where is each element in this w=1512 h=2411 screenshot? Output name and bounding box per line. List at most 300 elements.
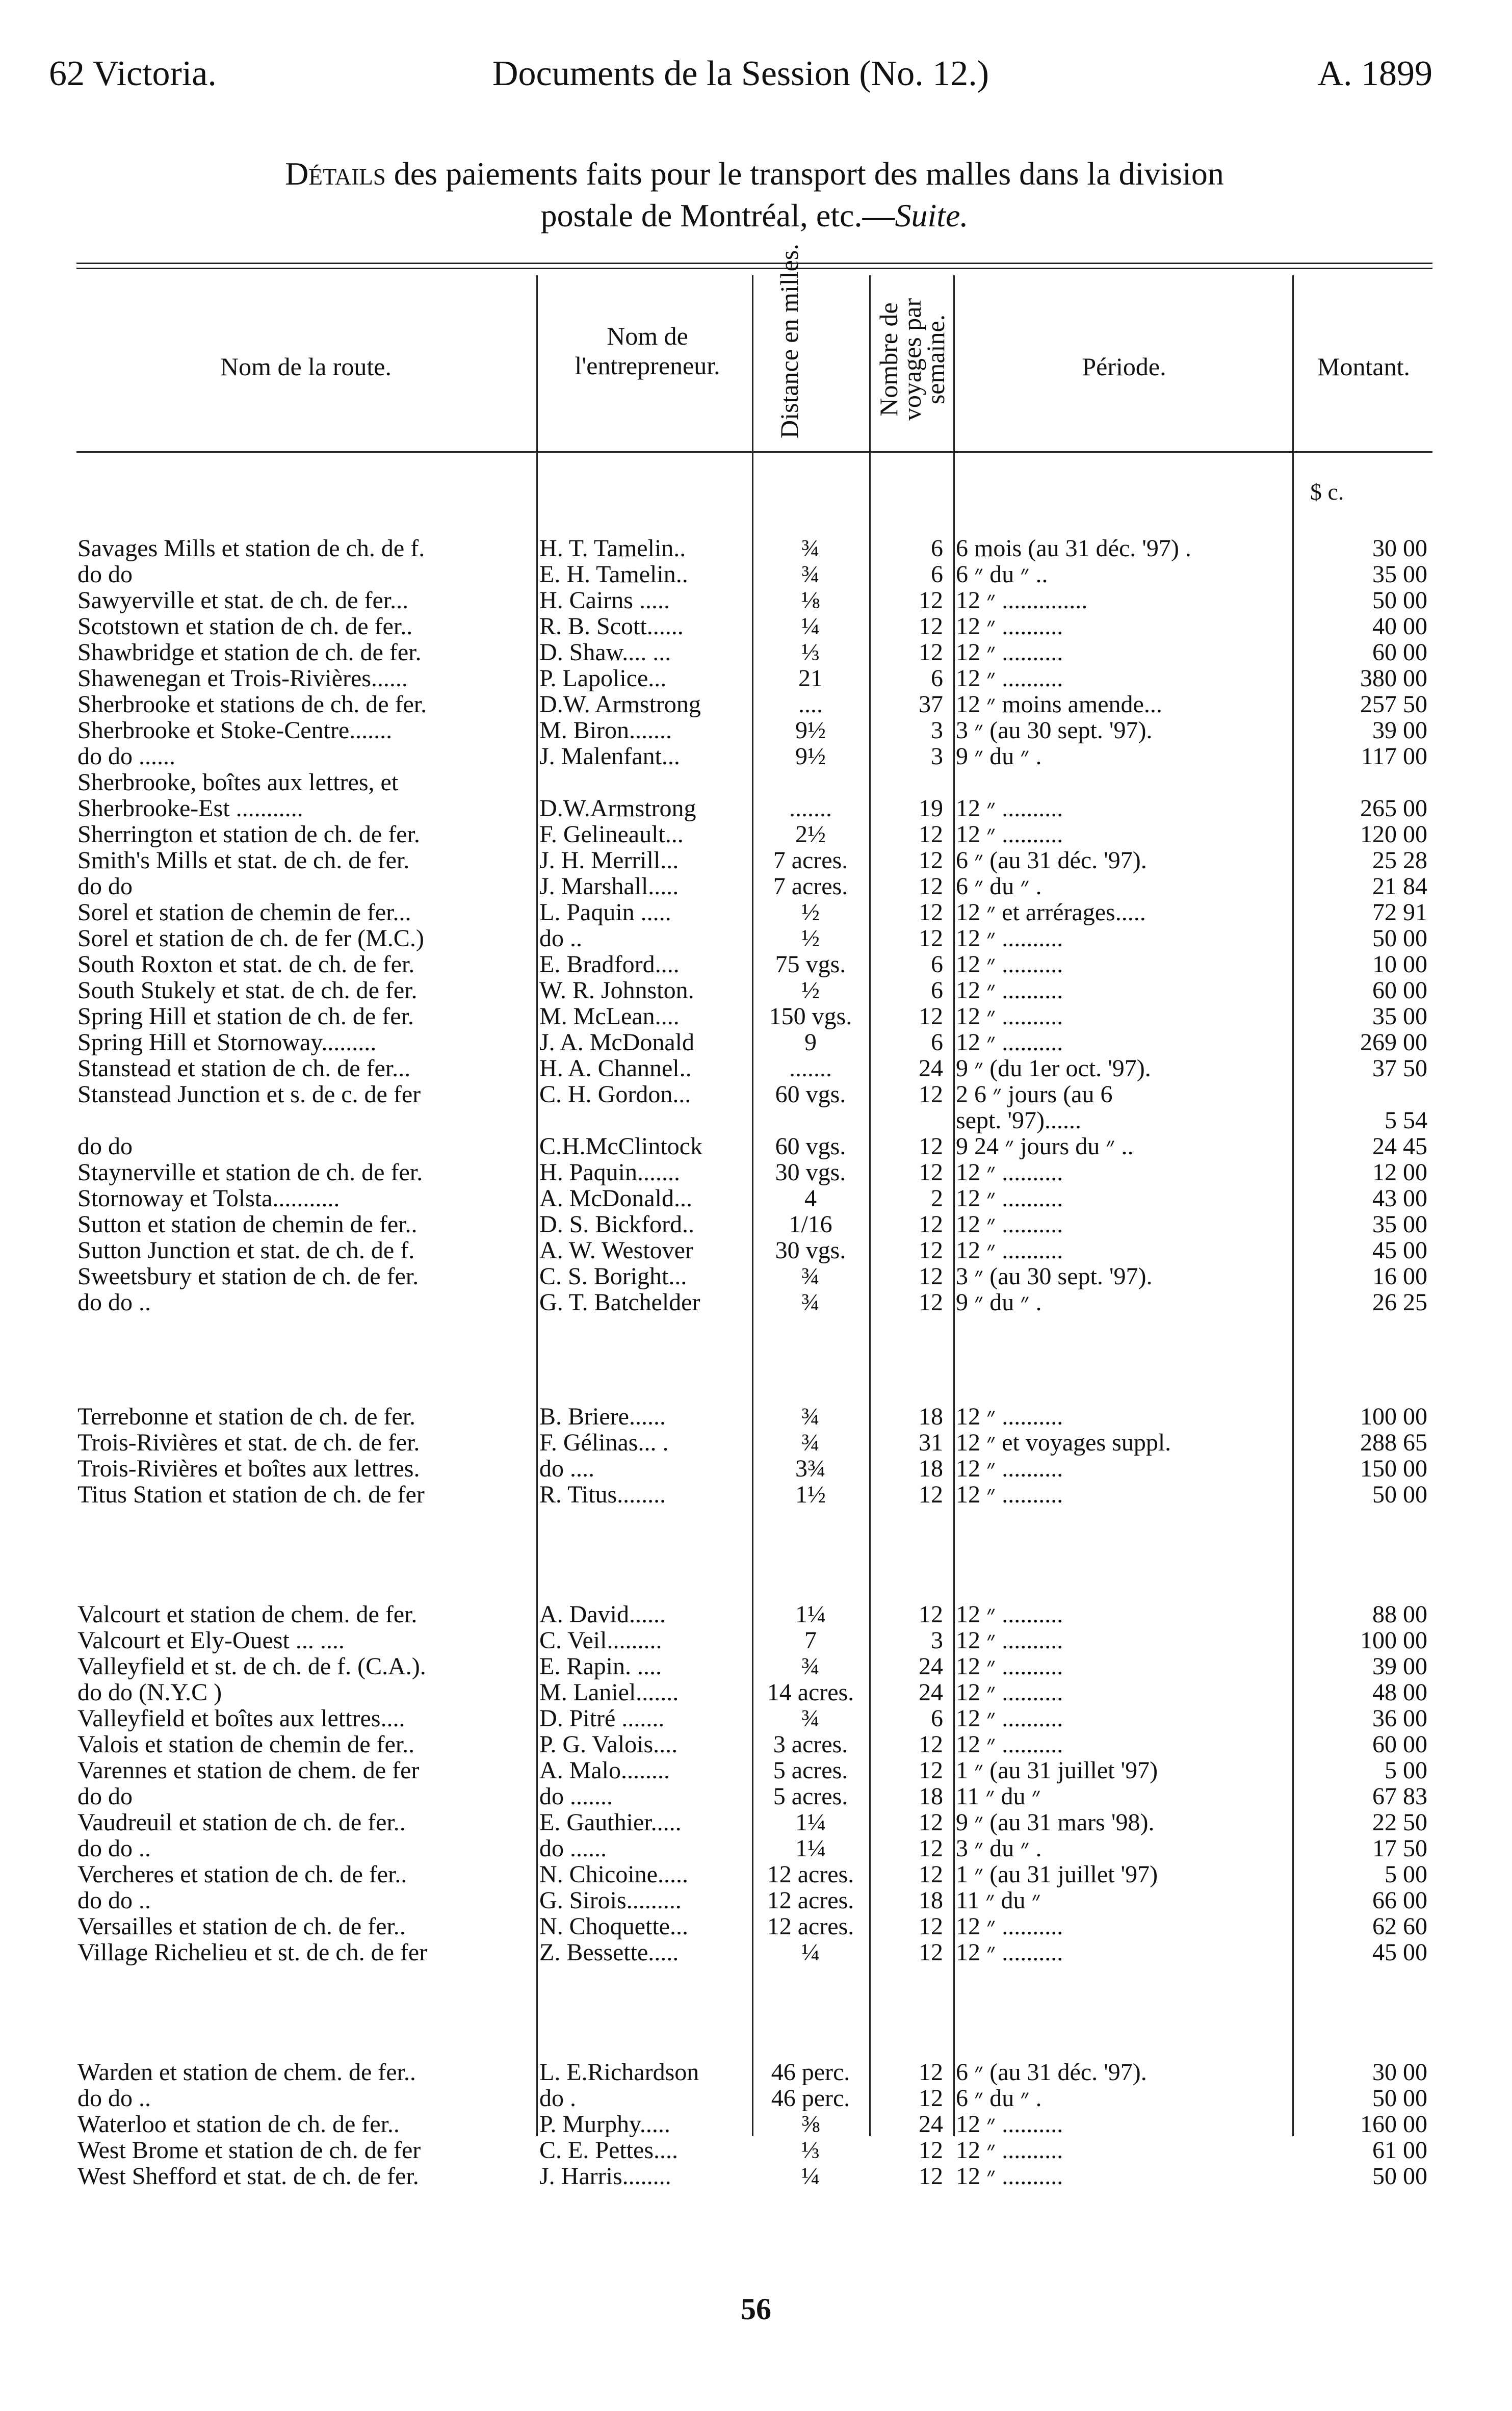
row-period: 1 ״ (au 31 juillet '97) <box>956 1861 1158 1887</box>
table-row <box>0 1809 1512 1835</box>
row-contractor: E. Bradford.... <box>539 951 680 977</box>
title-lead: Détails <box>285 155 386 192</box>
row-voyages: 12 <box>919 1913 943 1940</box>
row-distance: 9½ <box>795 743 826 770</box>
row-route: Sawyerville et stat. de ch. de fer... <box>77 587 409 613</box>
row-voyages: 12 <box>919 2137 943 2164</box>
table-row <box>0 977 1512 1003</box>
row-period: 3 ״ (au 30 sept. '97). <box>956 1263 1153 1289</box>
row-distance: ½ <box>801 899 820 926</box>
col-head-distance: Distance en milles. <box>775 244 803 438</box>
row-distance: ¾ <box>801 535 820 562</box>
row-period: 6 ״ (au 31 déc. '97). <box>956 847 1147 873</box>
row-amount: 61 00 <box>1372 2137 1427 2164</box>
row-period: 12 ״ .......... <box>956 1679 1063 1705</box>
row-amount: 288 65 <box>1360 1429 1427 1456</box>
row-route: Warden et station de chem. de fer.. <box>77 2059 416 2085</box>
row-distance: 4 <box>804 1185 817 1212</box>
row-route: Sherbrooke et Stoke-Centre....... <box>77 717 393 743</box>
row-contractor: A. W. Westover <box>539 1237 693 1263</box>
table-row <box>0 1289 1512 1315</box>
row-period: sept. '97)...... <box>956 1107 1081 1133</box>
row-voyages: 37 <box>919 691 943 718</box>
row-route: Stanstead Junction et s. de c. de fer <box>77 1081 421 1107</box>
row-period: 12 ״ .......... <box>956 1731 1063 1757</box>
row-distance: ½ <box>801 925 820 952</box>
row-amount: 17 50 <box>1372 1835 1427 1862</box>
row-period: 6 mois (au 31 déc. '97) . <box>956 535 1191 561</box>
row-contractor: C. S. Boright... <box>539 1263 687 1289</box>
table-row <box>0 1601 1512 1627</box>
row-amount: 5 00 <box>1385 1861 1427 1888</box>
table-row <box>0 1133 1512 1159</box>
row-route: Savages Mills et station de ch. de f. <box>77 535 425 561</box>
row-contractor: D.W. Armstrong <box>539 691 701 717</box>
row-voyages: 12 <box>919 1081 943 1108</box>
row-contractor: E. Rapin. .... <box>539 1653 662 1679</box>
amount-units: $ c. <box>1310 479 1344 505</box>
row-distance: 60 vgs. <box>775 1081 846 1108</box>
row-route: Varennes et station de chem. de fer <box>77 1757 420 1783</box>
row-amount: 30 00 <box>1372 2059 1427 2086</box>
header-documents: Documents de la Session (No. 12.) <box>492 54 989 93</box>
table-row <box>0 1913 1512 1939</box>
row-period: 9 ״ (du 1er oct. '97). <box>956 1055 1151 1081</box>
row-voyages: 24 <box>919 1679 943 1706</box>
row-distance: ....... <box>789 1055 832 1082</box>
row-period: 9 ״ du ״ . <box>956 1289 1042 1315</box>
row-contractor: C. H. Gordon... <box>539 1081 691 1107</box>
table-row <box>0 1705 1512 1731</box>
row-distance: 7 acres. <box>773 847 848 874</box>
table-top-rule-2 <box>76 268 1432 269</box>
table-row <box>0 1939 1512 1965</box>
row-contractor: H. A. Channel.. <box>539 1055 692 1081</box>
row-period: 12 ״ .......... <box>956 1627 1063 1653</box>
row-distance: 12 acres. <box>767 1913 854 1940</box>
table-row <box>0 1237 1512 1263</box>
row-amount: 37 50 <box>1372 1055 1427 1082</box>
table-row <box>0 613 1512 639</box>
row-distance: 1¼ <box>795 1601 826 1628</box>
row-amount: 39 00 <box>1372 1653 1427 1680</box>
row-period: 12 ״ .......... <box>956 2163 1063 2189</box>
row-amount: 67 83 <box>1372 1783 1427 1810</box>
row-distance: 1¼ <box>795 1835 826 1862</box>
row-distance: ¾ <box>801 1429 820 1456</box>
row-contractor: A. Malo........ <box>539 1757 670 1783</box>
table-row <box>0 1185 1512 1211</box>
row-period: 9 ״ (au 31 mars '98). <box>956 1809 1155 1835</box>
table-row <box>0 1731 1512 1757</box>
row-period: 9 ״ du ״ . <box>956 743 1042 769</box>
row-route: do do <box>77 1133 133 1159</box>
row-voyages: 12 <box>919 873 943 900</box>
row-route: do do .. <box>77 1835 151 1861</box>
row-voyages: 12 <box>919 1809 943 1836</box>
row-voyages: 12 <box>919 925 943 952</box>
row-amount: 120 00 <box>1360 821 1427 848</box>
row-contractor: W. R. Johnston. <box>539 977 694 1003</box>
row-voyages: 12 <box>919 1731 943 1758</box>
row-route: Sherrington et station de ch. de fer. <box>77 821 420 847</box>
row-voyages: 6 <box>931 977 943 1004</box>
row-voyages: 12 <box>919 1237 943 1264</box>
row-distance: ....... <box>789 795 832 822</box>
row-contractor: D. Pitré ....... <box>539 1705 665 1731</box>
row-route: do do (N.Y.C ) <box>77 1679 222 1705</box>
row-contractor: M. McLean.... <box>539 1003 680 1029</box>
title-line2: postale de Montréal, etc.— <box>540 197 895 234</box>
row-route: Trois-Rivières et boîtes aux lettres. <box>77 1456 420 1482</box>
row-period: 12 ״ .......... <box>956 1237 1063 1263</box>
row-voyages: 12 <box>919 2163 943 2190</box>
table-row <box>0 769 1512 795</box>
row-voyages: 12 <box>919 1211 943 1238</box>
row-contractor: M. Biron....... <box>539 717 672 743</box>
row-voyages: 12 <box>919 2085 943 2112</box>
row-distance: 21 <box>798 665 823 692</box>
header-year: A. 1899 <box>1317 54 1432 93</box>
row-period: 12 ״ .......... <box>956 1601 1063 1627</box>
row-route: Trois-Rivières et stat. de ch. de fer. <box>77 1430 420 1456</box>
row-amount: 265 00 <box>1360 795 1427 822</box>
row-amount: 30 00 <box>1372 535 1427 562</box>
row-amount: 25 28 <box>1372 847 1427 874</box>
row-route: Sutton Junction et stat. de ch. de f. <box>77 1237 415 1263</box>
row-amount: 72 91 <box>1372 899 1427 926</box>
row-period: 12 ״ .......... <box>956 2137 1063 2163</box>
row-route: Valleyfield et boîtes aux lettres.... <box>77 1705 405 1731</box>
table-row <box>0 1482 1512 1508</box>
row-route: Sorel et station de ch. de fer (M.C.) <box>77 925 424 951</box>
table-row <box>0 1757 1512 1783</box>
row-period: 12 ״ .......... <box>956 1159 1063 1185</box>
row-voyages: 6 <box>931 1705 943 1732</box>
row-period: 12 ״ .......... <box>956 1456 1063 1482</box>
table-row <box>0 2059 1512 2085</box>
row-voyages: 12 <box>919 1835 943 1862</box>
table-row <box>0 691 1512 717</box>
row-contractor: P. Murphy..... <box>539 2111 670 2137</box>
row-route: Vaudreuil et station de ch. de fer.. <box>77 1809 406 1835</box>
row-voyages: 6 <box>931 561 943 588</box>
row-route: do do .. <box>77 2085 151 2111</box>
row-amount: 60 00 <box>1372 1731 1427 1758</box>
row-amount: 5 54 <box>1385 1107 1427 1134</box>
row-contractor: H. Paquin....... <box>539 1159 680 1185</box>
table-row <box>0 1003 1512 1029</box>
row-contractor: C. Veil......... <box>539 1627 662 1653</box>
row-amount: 257 50 <box>1360 691 1427 718</box>
row-route: Sorel et station de chemin de fer... <box>77 899 411 925</box>
table-row <box>0 639 1512 665</box>
row-voyages: 12 <box>919 1601 943 1628</box>
row-distance: .... <box>798 691 823 718</box>
col-head-voyages: Nombre de voyages par semaine. <box>874 298 950 421</box>
row-amount: 43 00 <box>1372 1185 1427 1212</box>
row-period: 12 ״ .......... <box>956 795 1063 821</box>
row-contractor: G. Sirois......... <box>539 1887 682 1913</box>
page-number: 56 <box>741 2292 771 2326</box>
row-period: 9 ״ 24 jours du ״ .. <box>956 1133 1134 1159</box>
row-voyages: 12 <box>919 1003 943 1030</box>
row-amount: 100 00 <box>1360 1627 1427 1654</box>
row-distance: 46 perc. <box>771 2085 850 2112</box>
row-amount: 24 45 <box>1372 1133 1427 1160</box>
row-distance: 3¾ <box>795 1455 826 1482</box>
row-contractor: F. Gélinas... . <box>539 1430 669 1456</box>
row-voyages: 12 <box>919 899 943 926</box>
row-route: Sweetsbury et station de ch. de fer. <box>77 1263 419 1289</box>
header-bottom-rule <box>76 451 1432 453</box>
row-distance: 14 acres. <box>767 1679 854 1706</box>
row-distance: 12 acres. <box>767 1861 854 1888</box>
row-period: 12 ״ et voyages suppl. <box>956 1430 1171 1456</box>
row-period: 12 ״ .......... <box>956 2111 1063 2137</box>
table-row <box>0 2085 1512 2111</box>
table-row <box>0 795 1512 821</box>
row-period: 12 ״ .......... <box>956 1939 1063 1965</box>
row-distance: ¼ <box>801 613 820 640</box>
table-row <box>0 1404 1512 1430</box>
row-route: Valcourt et Ely-Ouest ... .... <box>77 1627 345 1653</box>
row-route: Sherbrooke et stations de ch. de fer. <box>77 691 427 717</box>
row-contractor: do ...... <box>539 1835 607 1861</box>
row-voyages: 18 <box>919 1455 943 1482</box>
table-row <box>0 535 1512 561</box>
row-amount: 35 00 <box>1372 1003 1427 1030</box>
row-contractor: Z. Bessette..... <box>539 1939 679 1965</box>
row-route: Valcourt et station de chem. de fer. <box>77 1601 418 1627</box>
row-route: Shawenegan et Trois-Rivières...... <box>77 665 408 691</box>
row-period: 12 ״ .......... <box>956 665 1063 691</box>
row-voyages: 12 <box>919 1133 943 1160</box>
row-route: do do <box>77 561 133 587</box>
table-row <box>0 899 1512 925</box>
row-amount: 60 00 <box>1372 639 1427 666</box>
table-row <box>0 1627 1512 1653</box>
row-contractor: P. G. Valois.... <box>539 1731 678 1757</box>
row-route: Sherbrooke, boîtes aux lettres, et <box>77 769 399 795</box>
table-row <box>0 925 1512 951</box>
row-distance: 7 <box>804 1627 817 1654</box>
row-period: 12 ״ .......... <box>956 951 1063 977</box>
table-row <box>0 1653 1512 1679</box>
row-period: 12 ״ moins amende... <box>956 691 1162 717</box>
row-distance: 7 acres. <box>773 873 848 900</box>
table-row <box>0 1783 1512 1809</box>
row-contractor: J. A. McDonald <box>539 1029 694 1055</box>
table-row <box>0 2137 1512 2163</box>
row-voyages: 6 <box>931 951 943 978</box>
row-contractor: B. Briere...... <box>539 1404 666 1430</box>
row-period: 2 ״ 6 jours (au 6 <box>956 1081 1113 1107</box>
row-contractor: C. E. Pettes.... <box>539 2137 678 2163</box>
row-voyages: 6 <box>931 665 943 692</box>
row-route: West Shefford et stat. de ch. de fer. <box>77 2163 419 2189</box>
row-amount: 50 00 <box>1372 1481 1427 1508</box>
row-period: 12 ״ .......... <box>956 1211 1063 1237</box>
row-voyages: 18 <box>919 1887 943 1914</box>
row-amount: 36 00 <box>1372 1705 1427 1732</box>
row-route: West Brome et station de ch. de fer <box>77 2137 421 2163</box>
row-contractor: do ....... <box>539 1783 613 1809</box>
row-contractor: D. Shaw.... ... <box>539 639 671 665</box>
row-distance: 5 acres. <box>773 1783 848 1810</box>
row-voyages: 12 <box>919 1757 943 1784</box>
row-voyages: 12 <box>919 587 943 614</box>
row-contractor: D. S. Bickford.. <box>539 1211 694 1237</box>
row-voyages: 12 <box>919 821 943 848</box>
row-amount: 66 00 <box>1372 1887 1427 1914</box>
row-route: Staynerville et station de ch. de fer. <box>77 1159 423 1185</box>
row-route: Scotstown et station de ch. de fer.. <box>77 613 413 639</box>
row-voyages: 24 <box>919 2111 943 2138</box>
row-amount: 12 00 <box>1372 1159 1427 1186</box>
row-period: 12 ״ .......... <box>956 1653 1063 1679</box>
table-row <box>0 561 1512 587</box>
table-row <box>0 2163 1512 2189</box>
row-route: Titus Station et station de ch. de fer <box>77 1482 425 1508</box>
row-period: 3 ״ (au 30 sept. '97). <box>956 717 1153 743</box>
row-distance: 75 vgs. <box>775 951 846 978</box>
row-voyages: 19 <box>919 795 943 822</box>
table-row <box>0 743 1512 769</box>
row-period: 12 ״ et arrérages..... <box>956 899 1146 925</box>
row-period: 12 ״ .......... <box>956 821 1063 847</box>
row-amount: 50 00 <box>1372 2163 1427 2190</box>
row-period: 12 ״ .......... <box>956 1003 1063 1029</box>
row-distance: ¾ <box>801 561 820 588</box>
row-contractor: H. T. Tamelin.. <box>539 535 686 561</box>
col-head-route: Nom de la route. <box>220 352 392 381</box>
row-period: 6 ״ (au 31 déc. '97). <box>956 2059 1147 2085</box>
col-head-period: Période. <box>1082 352 1166 381</box>
row-voyages: 12 <box>919 1263 943 1290</box>
table-row <box>0 1055 1512 1081</box>
row-amount: 100 00 <box>1360 1403 1427 1430</box>
row-amount: 16 00 <box>1372 1263 1427 1290</box>
row-period: 12 ״ .......... <box>956 1029 1063 1055</box>
row-distance: ¾ <box>801 1403 820 1430</box>
row-voyages: 31 <box>919 1429 943 1456</box>
row-period: 12 ״ .............. <box>956 587 1088 613</box>
row-distance: 1¼ <box>795 1809 826 1836</box>
row-route: Sutton et station de chemin de fer.. <box>77 1211 418 1237</box>
table-row <box>0 1081 1512 1107</box>
row-amount: 45 00 <box>1372 1939 1427 1966</box>
row-distance: 1½ <box>795 1481 826 1508</box>
row-period: 12 ״ .......... <box>956 1705 1063 1731</box>
col-head-contractor: Nom de l'entrepreneur. <box>575 322 720 380</box>
row-contractor: L. Paquin ..... <box>539 899 671 925</box>
row-period: 12 ״ .......... <box>956 977 1063 1003</box>
table-row <box>0 1107 1512 1133</box>
row-route: do do <box>77 1783 133 1809</box>
title-rest: des paiements faits pour le transport des malles dans la division <box>385 155 1224 192</box>
table-row <box>0 1263 1512 1289</box>
table-row <box>0 847 1512 873</box>
row-period: 6 ״ du ״ . <box>956 873 1042 899</box>
row-distance: 150 vgs. <box>769 1003 852 1030</box>
row-route: Spring Hill et station de ch. de fer. <box>77 1003 414 1029</box>
row-voyages: 18 <box>919 1403 943 1430</box>
row-distance: 2½ <box>795 821 826 848</box>
row-distance: ¾ <box>801 1289 820 1316</box>
row-period: 1 ״ (au 31 juillet '97) <box>956 1757 1158 1783</box>
table-row <box>0 717 1512 743</box>
row-distance: ⅓ <box>801 2137 820 2164</box>
row-distance: 9 <box>804 1029 817 1056</box>
row-contractor: N. Chicoine..... <box>539 1861 688 1887</box>
row-voyages: 3 <box>931 717 943 744</box>
row-contractor: R. Titus........ <box>539 1482 666 1508</box>
row-contractor: do .. <box>539 925 582 951</box>
row-voyages: 12 <box>919 2059 943 2086</box>
row-route: do do .. <box>77 1289 151 1315</box>
row-voyages: 24 <box>919 1653 943 1680</box>
row-route: Spring Hill et Stornoway......... <box>77 1029 377 1055</box>
row-contractor: P. Lapolice... <box>539 665 667 691</box>
row-contractor: G. T. Batchelder <box>539 1289 700 1315</box>
row-voyages: 18 <box>919 1783 943 1810</box>
row-contractor: A. David...... <box>539 1601 666 1627</box>
row-distance: ⅓ <box>801 639 820 666</box>
row-distance: ⅜ <box>801 2111 820 2138</box>
row-route: Versailles et station de ch. de fer.. <box>77 1913 406 1939</box>
row-voyages: 12 <box>919 1481 943 1508</box>
row-amount: 22 50 <box>1372 1809 1427 1836</box>
row-distance: 60 vgs. <box>775 1133 846 1160</box>
row-amount: 62 60 <box>1372 1913 1427 1940</box>
table-row <box>0 1835 1512 1861</box>
row-voyages: 2 <box>931 1185 943 1212</box>
row-period: 11 ״ du ״ <box>956 1783 1041 1809</box>
row-contractor: A. McDonald... <box>539 1185 692 1211</box>
row-period: 6 ״ du ״ . <box>956 2085 1042 2111</box>
row-voyages: 12 <box>919 613 943 640</box>
row-distance: ¾ <box>801 1705 820 1732</box>
row-route: South Stukely et stat. de ch. de fer. <box>77 977 418 1003</box>
row-amount: 50 00 <box>1372 925 1427 952</box>
row-period: 12 ״ .......... <box>956 639 1063 665</box>
row-amount: 40 00 <box>1372 613 1427 640</box>
row-amount: 88 00 <box>1372 1601 1427 1628</box>
row-contractor: R. B. Scott...... <box>539 613 684 639</box>
row-contractor: E. H. Tamelin.. <box>539 561 688 587</box>
row-amount: 50 00 <box>1372 2085 1427 2112</box>
row-amount: 45 00 <box>1372 1237 1427 1264</box>
row-amount: 269 00 <box>1360 1029 1427 1056</box>
row-distance: ¼ <box>801 1939 820 1966</box>
row-contractor: F. Gelineault... <box>539 821 684 847</box>
row-contractor: N. Choquette... <box>539 1913 688 1939</box>
row-distance: 30 vgs. <box>775 1237 846 1264</box>
row-period: 12 ״ .......... <box>956 1482 1063 1508</box>
row-amount: 160 00 <box>1360 2111 1427 2138</box>
row-amount: 39 00 <box>1372 717 1427 744</box>
row-contractor: J. H. Merrill... <box>539 847 679 873</box>
row-distance: 12 acres. <box>767 1887 854 1914</box>
row-contractor: do .... <box>539 1456 594 1482</box>
row-voyages: 12 <box>919 847 943 874</box>
row-route: Stornoway et Tolsta........... <box>77 1185 340 1211</box>
row-period: 11 ״ du ״ <box>956 1887 1041 1913</box>
running-header <box>49 54 1432 99</box>
row-voyages: 6 <box>931 535 943 562</box>
table-top-rule <box>76 263 1432 264</box>
